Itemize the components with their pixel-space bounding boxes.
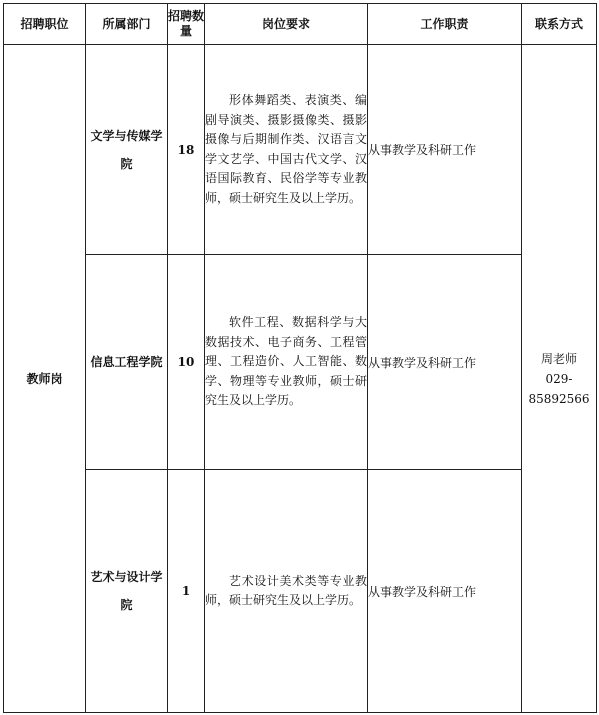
- contact-cell: [522, 45, 597, 713]
- department-cell: 文学与传媒学院: [86, 45, 168, 255]
- header-row: [4, 4, 597, 45]
- table-row: [4, 470, 597, 713]
- header-count: 招聘数量: [168, 4, 205, 45]
- department-cell: 信息工程学院: [86, 255, 168, 470]
- table-row: [4, 255, 597, 470]
- duties-cell: 从事教学及科研工作: [368, 470, 522, 713]
- table-row: [4, 45, 597, 255]
- header-duties: 工作职责: [368, 4, 522, 45]
- duties-cell: 从事教学及科研工作: [368, 255, 522, 470]
- count-cell: 10: [168, 255, 205, 470]
- count-cell: 18: [168, 45, 205, 255]
- table-body: [4, 45, 597, 713]
- header-position: 招聘职位: [4, 4, 86, 45]
- header-department: 所属部门: [86, 4, 168, 45]
- table-header: [4, 4, 597, 45]
- department-cell: 艺术与设计学院: [86, 470, 168, 713]
- duties-cell: 从事教学及科研工作: [368, 45, 522, 255]
- requirements-cell: 形体舞蹈类、表演类、编剧导演类、摄影摄像类、摄影摄像与后期制作类、汉语言文学文艺学、中国古代文学、汉语国际教育、民俗学等专业教师，硕士研究生及以上学历。: [205, 45, 368, 255]
- requirements-cell: 艺术设计美术类等专业教师，硕士研究生及以上学历。: [205, 470, 368, 713]
- contact-name: 周老师: [540, 351, 577, 366]
- requirements-cell: 软件工程、数据科学与大数据技术、电子商务、工程管理、工程造价、人工智能、数学、物理等专业教师，硕士研究生及以上学历。: [205, 255, 368, 470]
- count-cell: 1: [168, 470, 205, 713]
- contact-phone: 029-85892566: [528, 371, 590, 406]
- position-cell: 教师岗: [4, 45, 86, 713]
- header-contact: 联系方式: [522, 4, 597, 45]
- header-requirements: 岗位要求: [205, 4, 368, 45]
- recruitment-table: [3, 3, 597, 713]
